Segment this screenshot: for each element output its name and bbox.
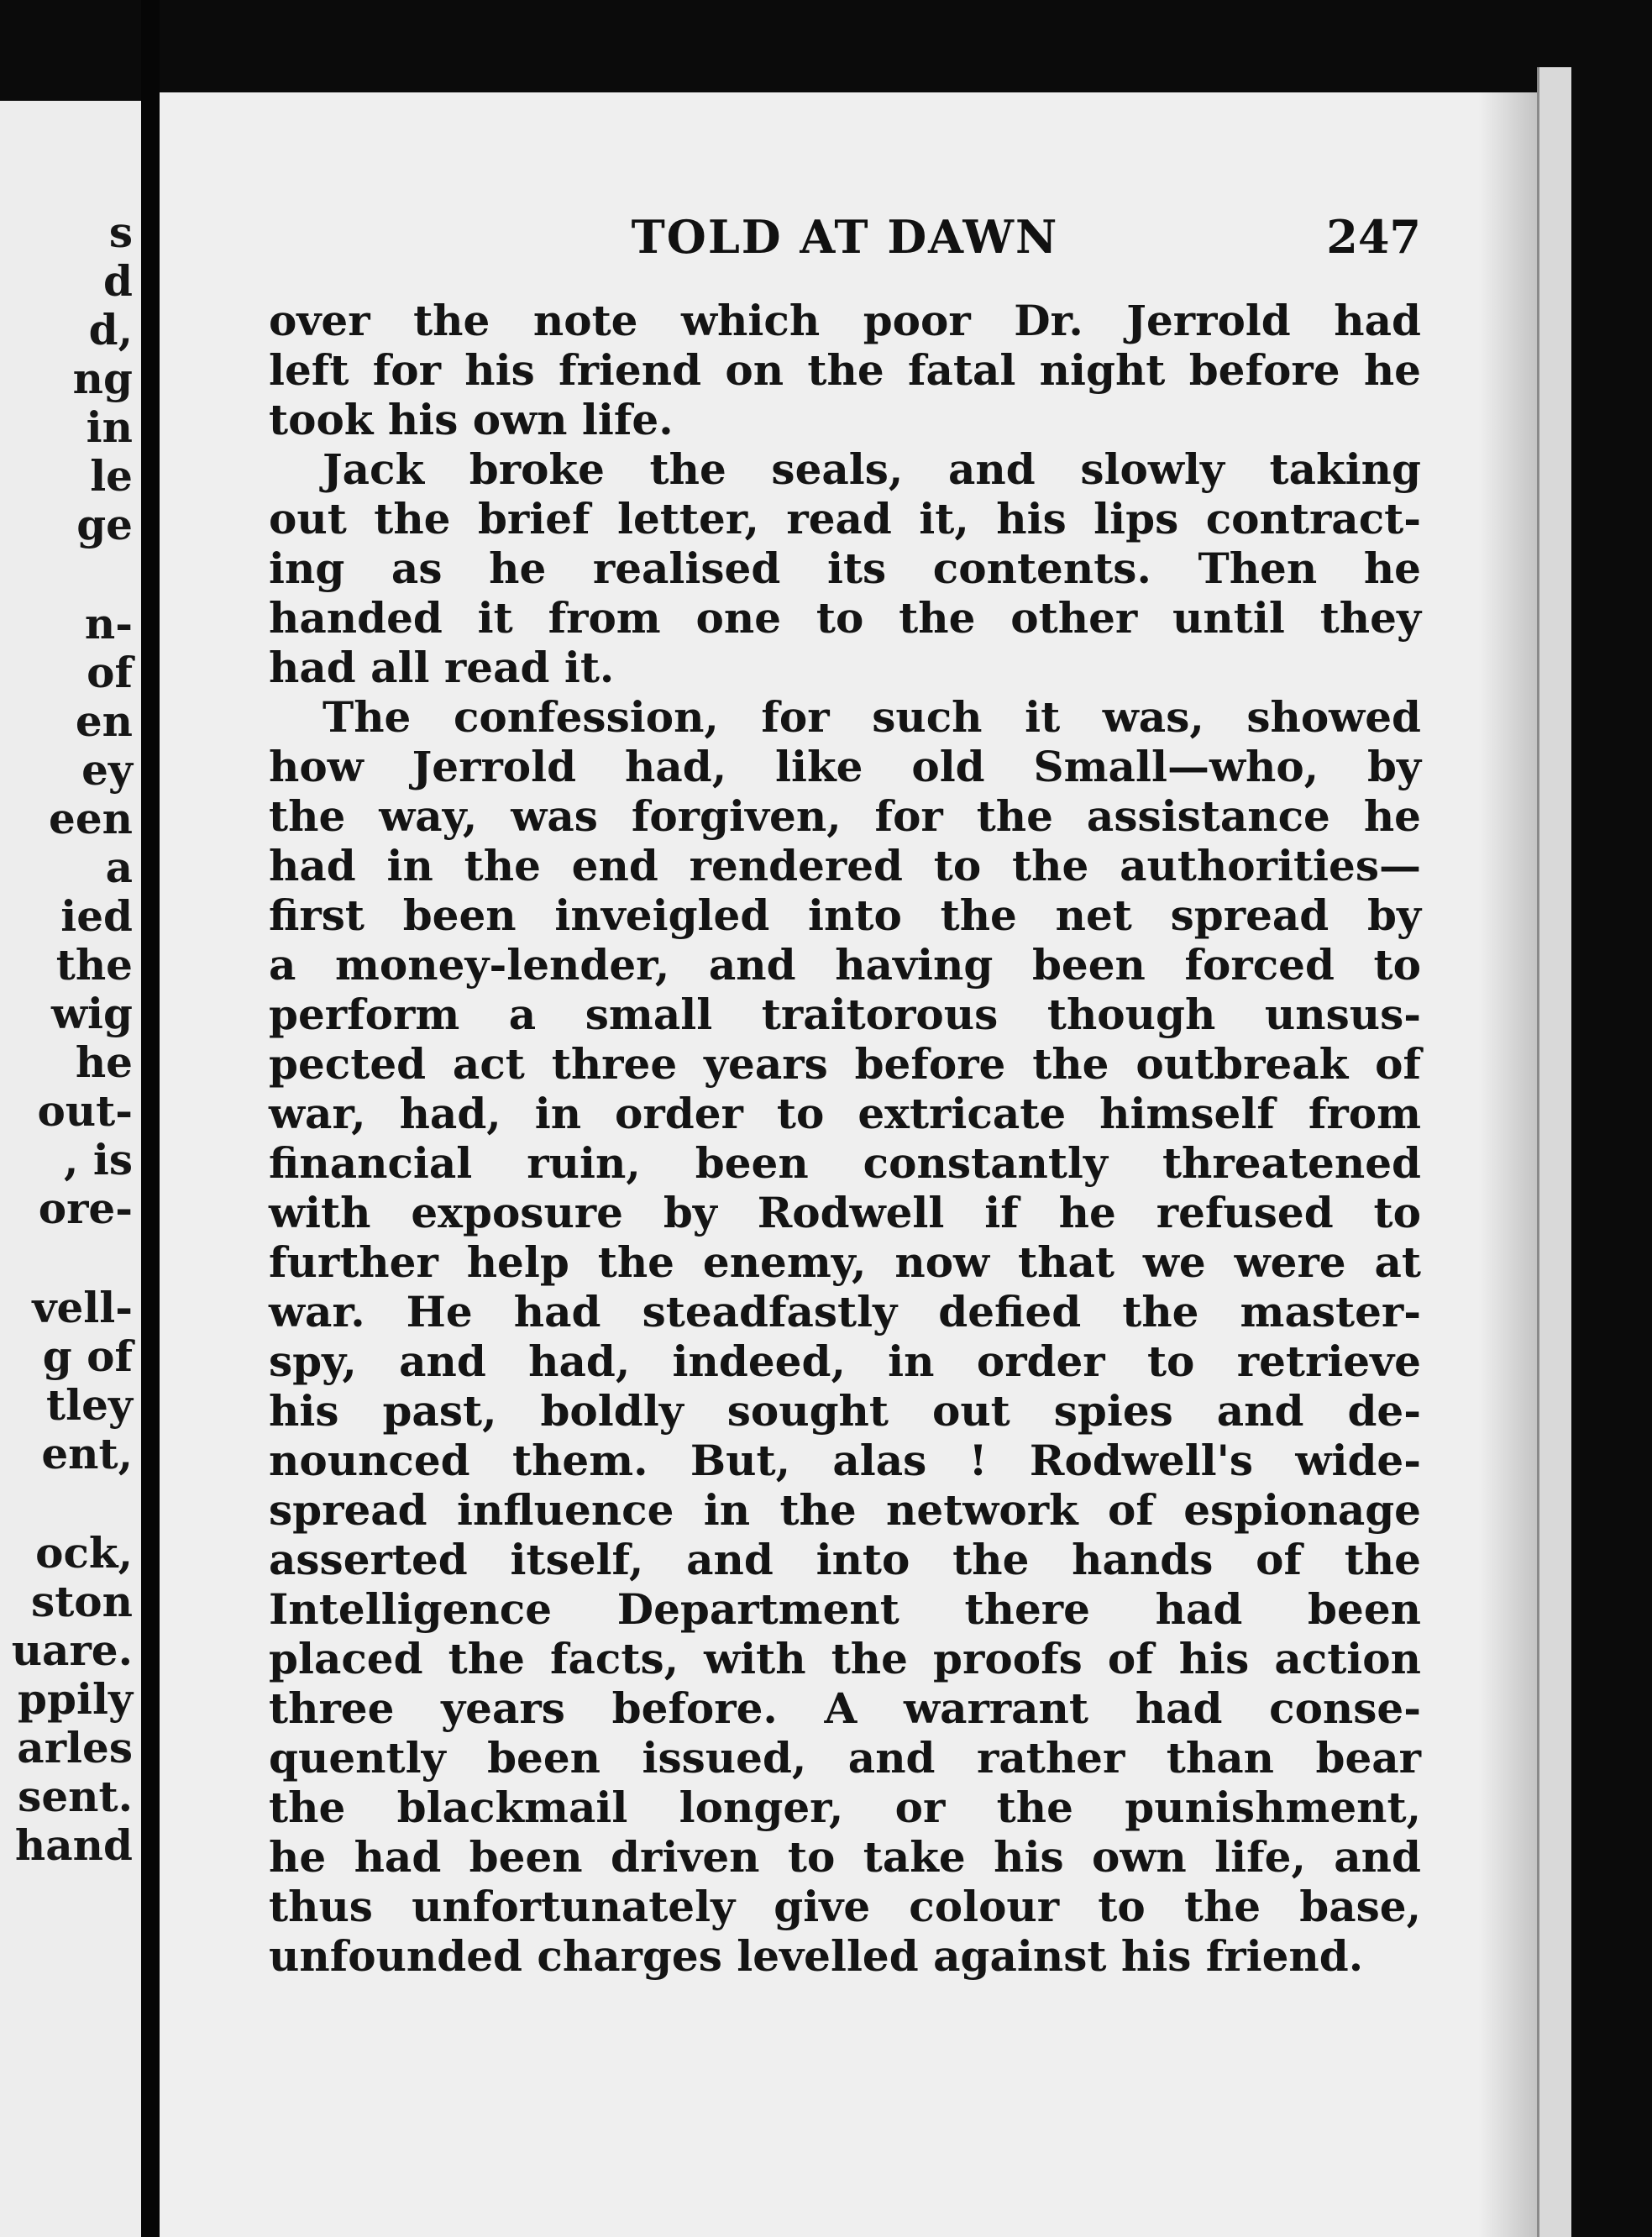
facing-page-line-fragment: s: [108, 207, 133, 257]
text-line: the blackmail longer, or the punishment,: [269, 1783, 1421, 1832]
facing-page-line-fragment: , is: [64, 1135, 133, 1184]
text-line: spread influence in the network of espionage: [269, 1485, 1421, 1535]
text-line: war, had, in order to extricate himself from: [269, 1089, 1421, 1138]
text-line: three years before. A warrant had conse-: [269, 1683, 1421, 1733]
facing-page-line-fragment: uare.: [11, 1625, 133, 1675]
text-line: spy, and had, indeed, in order to retrieve: [269, 1336, 1421, 1386]
facing-page-line-fragment: a: [105, 843, 133, 892]
left-page-fragment: [0, 101, 141, 2237]
text-line: over the note which poor Dr. Jerrold had: [269, 296, 1421, 345]
text-line: with exposure by Rodwell if he refused to: [269, 1188, 1421, 1237]
right-page: [160, 92, 1537, 2237]
facing-page-line-fragment: ore-: [38, 1184, 133, 1233]
facing-page-line-fragment: ston: [31, 1577, 133, 1626]
text-line: had all read it.: [269, 643, 615, 692]
body-text: [269, 296, 1421, 1981]
running-head-title: TOLD AT DAWN: [631, 210, 1059, 264]
text-line: ing as he realised its contents. Then he: [269, 543, 1421, 593]
facing-page-line-fragment: ng: [72, 354, 133, 403]
facing-page-line-fragment: en: [75, 696, 133, 746]
facing-page-line-fragment: tley: [46, 1380, 133, 1430]
page-number: 247: [1326, 210, 1421, 264]
text-line: out the brief letter, read it, his lips contract-: [269, 494, 1421, 543]
text-line: placed the facts, with the proofs of his action: [269, 1634, 1421, 1683]
facing-page-line-fragment: in: [86, 402, 133, 452]
text-line: unfounded charges levelled against his friend.: [269, 1931, 1364, 1981]
page-edge: [1537, 67, 1571, 2237]
text-line: The confession, for such it was, showed: [323, 692, 1421, 742]
facing-page-line-fragment: hand: [14, 1820, 133, 1870]
text-line: Jack broke the seals, and slowly taking: [323, 444, 1421, 494]
text-line: took his own life.: [269, 395, 674, 444]
facing-page-line-fragment: sent.: [18, 1772, 133, 1821]
text-line: had in the end rendered to the authorities—: [269, 841, 1421, 890]
facing-page-line-fragment: ent,: [41, 1429, 133, 1478]
book-gutter: [141, 0, 160, 2237]
facing-page-line-fragment: the: [55, 940, 133, 990]
text-line: handed it from one to the other until they: [269, 593, 1421, 643]
facing-page-line-fragment: d: [103, 256, 133, 306]
text-line: financial ruin, been constantly threatened: [269, 1138, 1421, 1188]
running-head: [269, 210, 1421, 269]
text-line: perform a small traitorous though unsus-: [269, 990, 1421, 1039]
text-line: nounced them. But, alas ! Rodwell's wide-: [269, 1436, 1421, 1485]
facing-page-line-fragment: ied: [60, 891, 133, 941]
facing-page-line-fragment: ppily: [18, 1674, 133, 1724]
text-line: Intelligence Department there had been: [269, 1584, 1421, 1634]
facing-page-line-fragment: of: [87, 648, 133, 697]
text-line: a money-lender, and having been forced to: [269, 940, 1421, 990]
facing-page-line-fragment: vell-: [32, 1283, 133, 1332]
text-line: asserted itself, and into the hands of the: [269, 1535, 1421, 1584]
facing-page-line-fragment: ge: [76, 500, 133, 549]
facing-page-line-fragment: ock,: [35, 1528, 133, 1578]
facing-page-line-fragment: wig: [51, 989, 133, 1038]
facing-page-line-fragment: he: [75, 1037, 133, 1087]
text-line: he had been driven to take his own life, and: [269, 1832, 1421, 1882]
facing-page-line-fragment: een: [49, 794, 133, 843]
facing-page-line-fragment: ey: [81, 745, 133, 795]
facing-page-line-fragment: arles: [17, 1723, 133, 1772]
facing-page-line-fragment: d,: [88, 305, 133, 354]
facing-page-line-fragment: le: [90, 451, 133, 501]
facing-page-line-fragment: out-: [37, 1086, 133, 1136]
text-line: war. He had steadfastly defied the master-: [269, 1287, 1421, 1336]
facing-page-line-fragment: g of: [42, 1331, 133, 1381]
text-line: his past, boldly sought out spies and de-: [269, 1386, 1421, 1436]
text-line: how Jerrold had, like old Small—who, by: [269, 742, 1421, 791]
text-line: thus unfortunately give colour to the base,: [269, 1882, 1421, 1931]
facing-page-line-fragment: n-: [84, 599, 133, 649]
text-line: left for his friend on the fatal night before he: [269, 345, 1421, 395]
text-line: the way, was forgiven, for the assistance he: [269, 791, 1421, 841]
text-line: quently been issued, and rather than bear: [269, 1733, 1421, 1783]
text-line: further help the enemy, now that we were at: [269, 1237, 1421, 1287]
text-line: first been inveigled into the net spread by: [269, 890, 1421, 940]
text-line: pected act three years before the outbreak of: [269, 1039, 1421, 1089]
